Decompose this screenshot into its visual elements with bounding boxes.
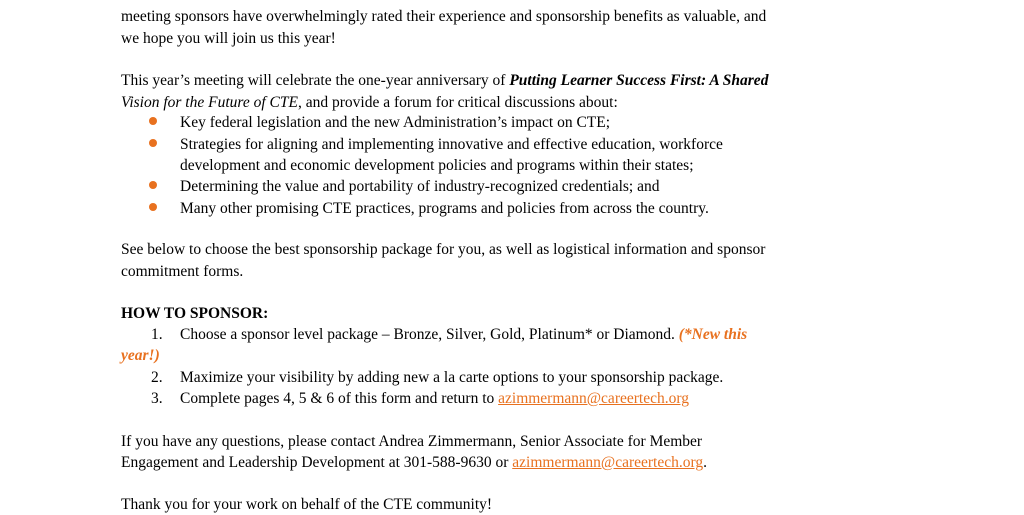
intro-line-1: meeting sponsors have overwhelmingly rated their experience and sponsorship benefits as valuable, and — [121, 8, 767, 25]
step-1 — [180, 324, 747, 345]
bullet-item-3: Determining the value and portability of industry-recognized credentials; and — [180, 178, 660, 195]
contact-line-2 — [121, 452, 707, 473]
report-title-part-1: Putting Learner Success First: A Shared — [509, 72, 769, 89]
celebrate-line-1 — [121, 70, 768, 91]
bullet-dot-icon — [149, 181, 157, 189]
step-1-number: 1. — [151, 326, 163, 343]
bullet-item-1: Key federal legislation and the new Administration’s impact on CTE; — [180, 114, 611, 131]
bullet-item-2-line-1: Strategies for aligning and implementing innovative and effective education, workforce — [180, 136, 723, 153]
bullet-dot-icon — [149, 117, 157, 125]
contact-line-1: If you have any questions, please contact Andrea Zimmermann, Senior Associate for Member — [121, 433, 703, 450]
bullet-dot-icon — [149, 203, 157, 211]
step-3-text: Complete pages 4, 5 & 6 of this form and return to — [180, 390, 499, 407]
celebrate-prefix: This year’s meeting will celebrate the one-year anniversary of — [121, 72, 510, 89]
see-below-line-1: See below to choose the best sponsorship package for you, as well as logistical information and sponsor — [121, 241, 766, 258]
contact-prefix: Engagement and Leadership Development at 301-588-9630 or — [121, 454, 513, 471]
step-3-number: 3. — [151, 390, 163, 407]
email-link[interactable]: azimmermann@careertech.org — [498, 390, 689, 407]
celebrate-suffix: , and provide a forum for critical discussions about: — [297, 94, 618, 111]
report-title-part-2: Vision for the Future of CTE — [121, 94, 298, 111]
bullet-dot-icon — [149, 139, 157, 147]
step-2-text: Maximize your visibility by adding new a la carte options to your sponsorship package. — [180, 369, 724, 386]
see-below-line-2: commitment forms. — [121, 263, 244, 280]
contact-suffix: . — [703, 454, 707, 471]
bullet-item-2-line-2: development and economic development policies and programs within their states; — [180, 157, 694, 174]
step-3 — [180, 388, 689, 409]
step-1-text: Choose a sponsor level package – Bronze, Silver, Gold, Platinum* or Diamond. — [180, 326, 679, 343]
how-to-heading: HOW TO SPONSOR: — [121, 305, 269, 322]
celebrate-line-2 — [121, 92, 618, 113]
new-note-part-2: year!) — [121, 347, 160, 364]
new-note-part-1: (*New this — [678, 326, 748, 343]
bullet-item-4: Many other promising CTE practices, programs and policies from across the country. — [180, 200, 709, 217]
contact-email-link[interactable]: azimmermann@careertech.org — [512, 454, 704, 471]
intro-line-2: we hope you will join us this year! — [121, 30, 336, 47]
closing-line: Thank you for your work on behalf of the CTE community! — [121, 496, 493, 513]
step-2-number: 2. — [151, 369, 163, 386]
